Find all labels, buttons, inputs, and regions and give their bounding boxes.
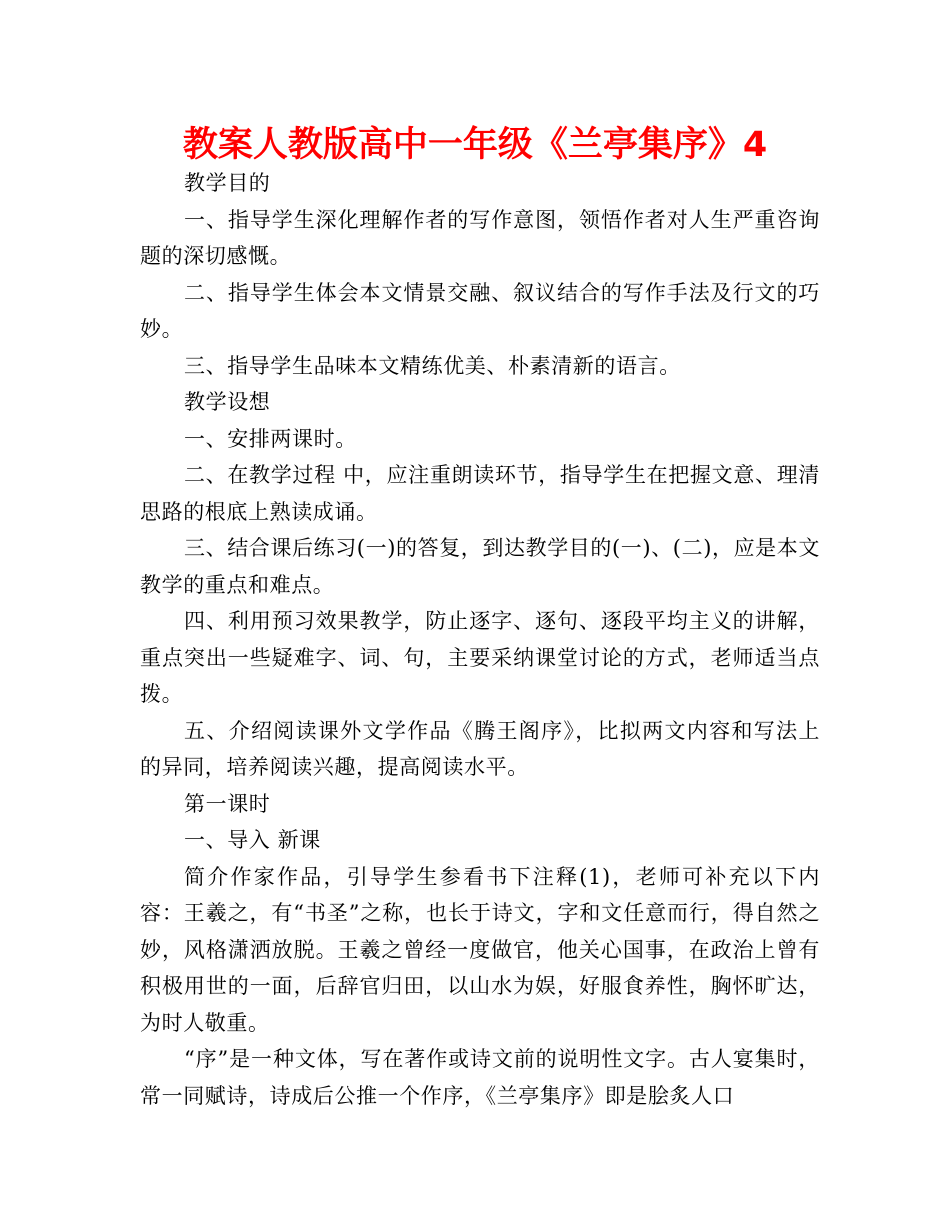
paragraph: “序”是一种文体，写在著作或诗文前的说明性文字。古人宴集时，常一同赋诗，诗成后公推一个作序，《兰亭集序》即是脍炙人口 <box>140 1047 820 1108</box>
section-heading-first-lesson: 第一课时 <box>184 791 271 816</box>
paragraph: 四、利用预习效果教学，防止逐字、逐句、逐段平均主义的讲解，重点突出一些疑难字、词、句，主要采纳课堂讨论的方式，老师适当点拨。 <box>140 609 820 706</box>
paragraph: 一、安排两课时。 <box>184 426 357 451</box>
paragraph: 三、指导学生品味本文精练优美、朴素清新的语言。 <box>184 353 681 378</box>
paragraph: 五、介绍阅读课外文学作品《腾王阁序》，比拟两文内容和写法上的异同，培养阅读兴趣，提高阅读水平。 <box>140 718 820 779</box>
paragraph: 三、结合课后练习(一)的答复，到达教学目的(一)、(二)，应是本文教学的重点和难点。 <box>140 536 820 597</box>
paragraph: 二、在教学过程 中，应注重朗读环节，指导学生在把握文意、理清思路的根底上熟读成诵。 <box>140 463 820 524</box>
paragraph: 一、导入 新课 <box>184 828 321 852</box>
section-heading-plan: 教学设想 <box>184 390 271 414</box>
document-body <box>140 165 820 1114</box>
paragraph: 二、指导学生体会本文情景交融、叙议结合的写作手法及行文的巧妙。 <box>140 280 820 341</box>
section-heading-objectives: 教学目的 <box>184 171 271 195</box>
paragraph: 一、指导学生深化理解作者的写作意图，领悟作者对人生严重咨询题的深切感慨。 <box>140 207 820 268</box>
document-title: 教案人教版高中一年级《兰亭集序》4 <box>182 125 768 165</box>
paragraph: 简介作家作品，引导学生参看书下注释(1)，老师可补充以下内容：王羲之，有“书圣”之称，也长于诗文，字和文任意而行，得自然之妙，风格潇洒放脱。王羲之曾经一度做官，他关心国事，在政治上曾有积极用世的一面，后辞官归田，以山水为娱，好服食养性，胸怀旷达，为时人敬重。 <box>140 864 820 1035</box>
